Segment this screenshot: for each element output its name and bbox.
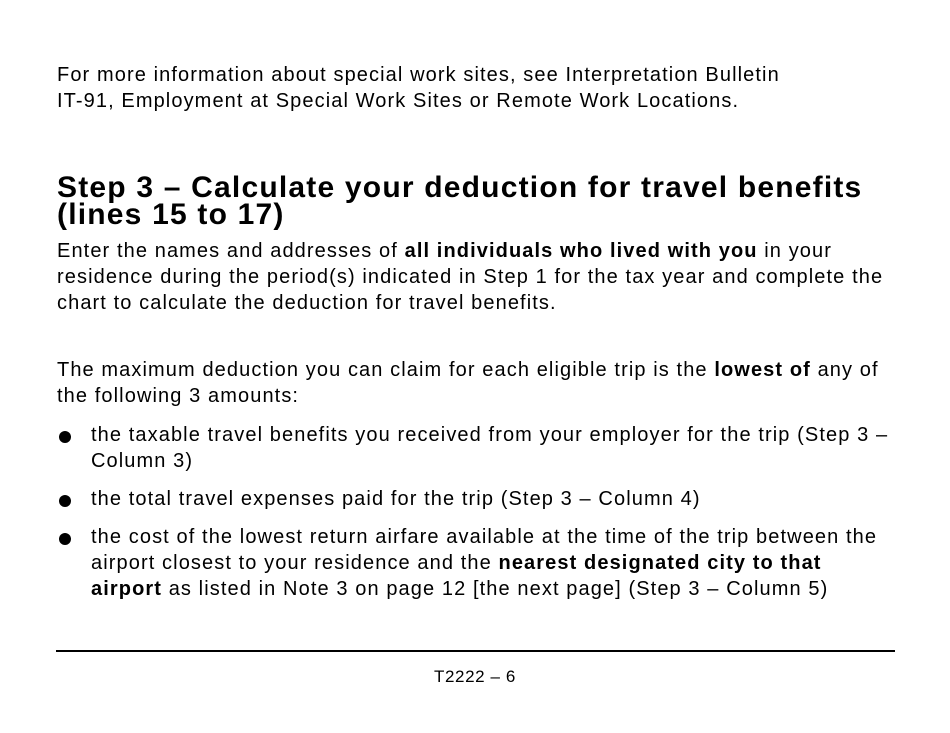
page-number: T2222 – 6 xyxy=(434,667,516,686)
list-item xyxy=(57,524,897,602)
footer-divider xyxy=(56,650,895,652)
bullet-3-text-pre: the cost of the lowest return airfare available at the time of the trip between the airport closest to your residence and the xyxy=(91,526,878,574)
enter-text-pre: Enter the names and addresses of xyxy=(57,240,405,262)
intro-paragraph xyxy=(57,62,897,114)
page-content xyxy=(57,62,897,614)
bullet-3-text-post: as listed in Note 3 on page 12 [the next page] (Step 3 – Column 5) xyxy=(162,578,829,600)
maximum-text-bold: lowest of xyxy=(714,359,811,381)
maximum-text-pre: The maximum deduction you can claim for each eligible trip is the xyxy=(57,359,715,381)
list-item xyxy=(57,422,897,474)
bullet-2-text: the total travel expenses paid for the trip (Step 3 – Column 4) xyxy=(91,488,701,510)
enter-text-post: in your residence during the period(s) indicated in Step 1 for the tax year and complete the chart to calculate the deduction for travel benefits. xyxy=(57,240,884,314)
heading-line-1: Step 3 – Calculate your deduction for travel benefits xyxy=(57,171,863,204)
heading-line-2: (lines 15 to 17) xyxy=(57,198,285,231)
intro-line-1: For more information about special work sites, see Interpretation Bulletin xyxy=(57,64,780,86)
bullet-icon xyxy=(59,431,71,443)
bullet-icon xyxy=(59,533,71,545)
amounts-list xyxy=(57,422,897,602)
bullet-icon xyxy=(59,495,71,507)
section-heading xyxy=(57,171,897,231)
bullet-3-text-bold: nearest designated city to that airport xyxy=(91,552,822,600)
intro-line-2: IT-91, Employment at Special Work Sites or Remote Work Locations. xyxy=(57,90,740,112)
bullet-1-text: the taxable travel benefits you received from your employer for the trip (Step 3 – Column 3) xyxy=(91,424,889,472)
maximum-text-post: any of the following 3 amounts: xyxy=(57,359,879,407)
maximum-deduction-paragraph xyxy=(57,357,897,409)
enter-text-bold: all individuals who lived with you xyxy=(404,240,758,262)
list-item xyxy=(57,486,897,512)
enter-names-paragraph xyxy=(57,238,897,316)
